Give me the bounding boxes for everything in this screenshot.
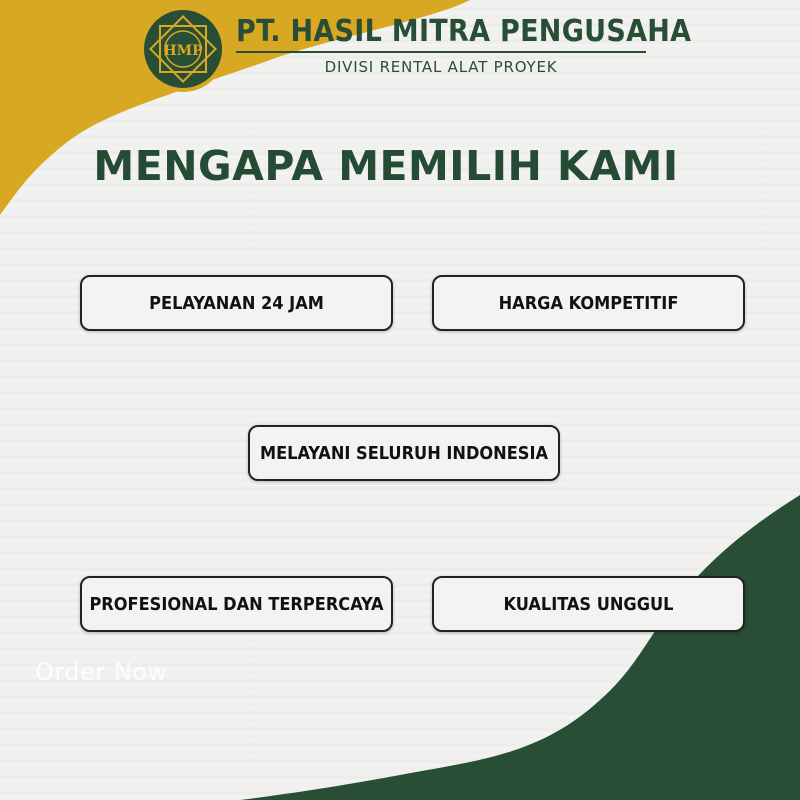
reason-nationwide-service: MELAYANI SELURUH INDONESIA [248, 425, 560, 481]
reason-superior-quality: KUALITAS UNGGUL [432, 576, 745, 632]
company-logo [138, 4, 228, 94]
reason-24-hour-service: PELAYANAN 24 JAM [80, 275, 393, 331]
brand-divider [236, 51, 646, 53]
reason-competitive-price: HARGA KOMPETITIF [432, 275, 745, 331]
logo-monogram: HMP [163, 43, 203, 59]
order-now-watermark: Order Now [35, 658, 168, 686]
company-division: DIVISI RENTAL ALAT PROYEK [324, 58, 558, 76]
green-corner-shape [240, 495, 800, 800]
reason-professional-trusted: PROFESIONAL DAN TERPERCAYA [80, 576, 393, 632]
page-headline: MENGAPA MEMILIH KAMI [93, 142, 679, 190]
company-name: PT. HASIL MITRA PENGUSAHA [236, 14, 692, 49]
